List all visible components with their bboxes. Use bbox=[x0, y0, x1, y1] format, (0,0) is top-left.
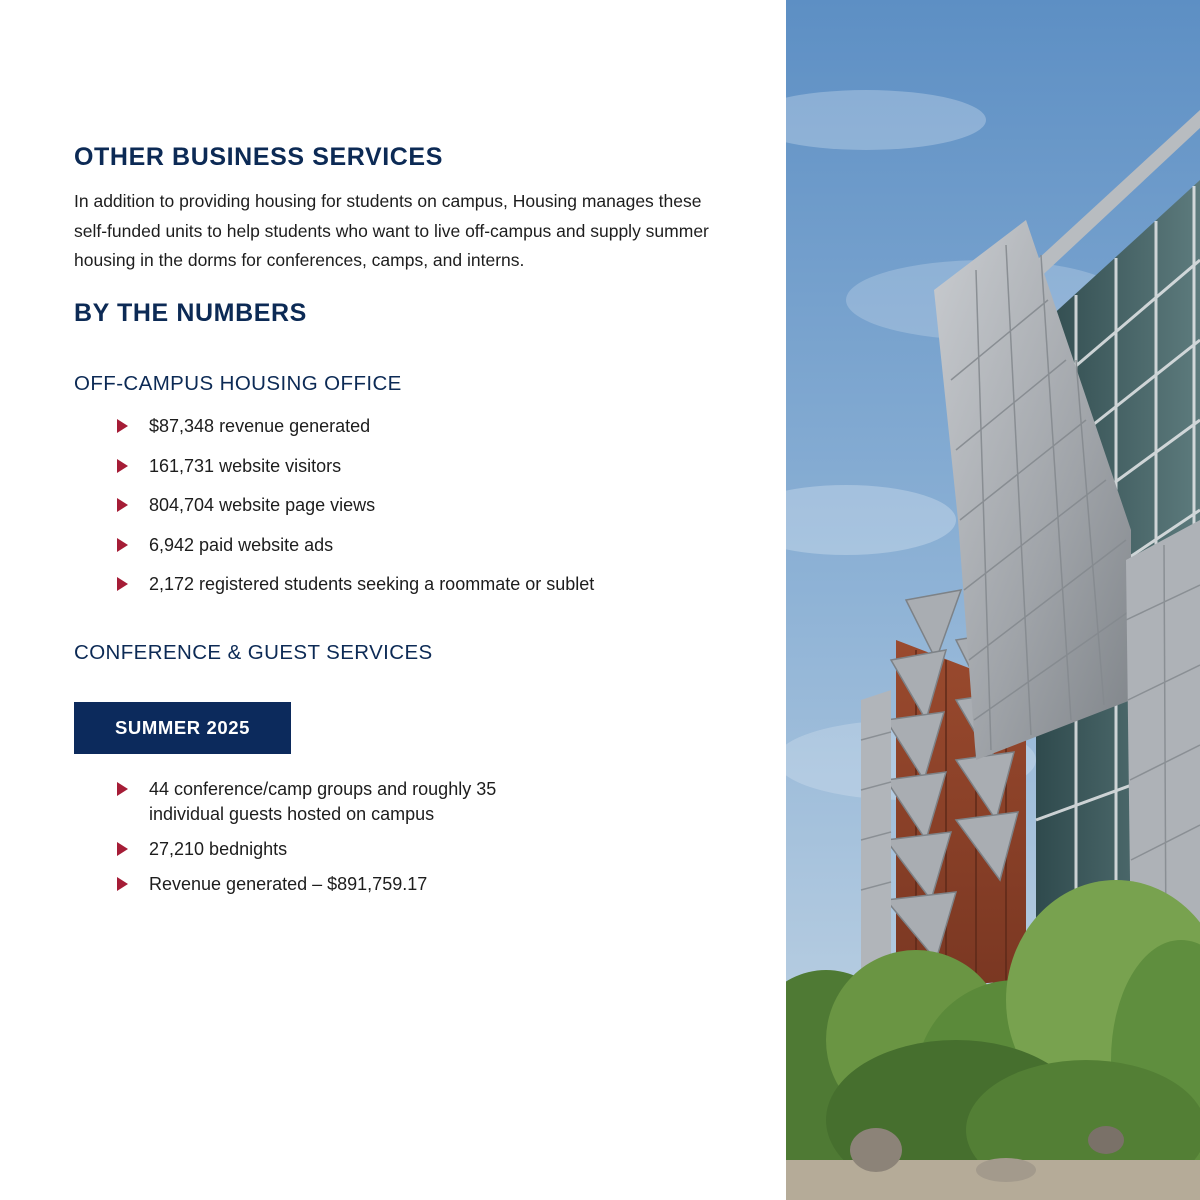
list-item bbox=[117, 414, 594, 454]
list-item bbox=[117, 777, 529, 827]
list-item bbox=[117, 454, 594, 494]
list-item bbox=[117, 837, 529, 862]
list-item-text: 804,704 website page views bbox=[149, 495, 376, 515]
list-item bbox=[117, 572, 594, 612]
bullet-arrow-icon bbox=[117, 782, 128, 796]
numbers-heading: BY THE NUMBERS bbox=[74, 299, 307, 327]
list-item bbox=[117, 533, 594, 573]
list-item-text: 2,172 registered students seeking a roommate or sublet bbox=[149, 574, 595, 594]
bullet-arrow-icon bbox=[117, 419, 128, 433]
bullet-arrow-icon bbox=[117, 459, 128, 473]
building-photo bbox=[786, 0, 1200, 1200]
list-item-text: 6,942 paid website ads bbox=[149, 534, 334, 555]
list-item bbox=[117, 872, 529, 897]
building-photo-icon bbox=[786, 0, 1200, 1200]
bullet-arrow-icon bbox=[117, 538, 128, 552]
conference-list bbox=[117, 777, 529, 907]
off-campus-heading: OFF-CAMPUS HOUSING OFFICE bbox=[74, 372, 402, 395]
list-item-text: 161,731 website visitors bbox=[149, 455, 342, 476]
list-item-text: 44 conference/camp groups and roughly 35 individual guests hosted on campus bbox=[149, 779, 497, 824]
bullet-arrow-icon bbox=[117, 498, 128, 512]
off-campus-list bbox=[117, 414, 594, 612]
summer-badge: SUMMER 2025 bbox=[74, 702, 291, 754]
bullet-arrow-icon bbox=[117, 877, 128, 891]
list-item-text: $87,348 revenue generated bbox=[149, 416, 371, 436]
section-title: OTHER BUSINESS SERVICES bbox=[74, 143, 443, 171]
bullet-arrow-icon bbox=[117, 842, 128, 856]
list-item-text: Revenue generated – $891,759.17 bbox=[149, 874, 428, 894]
list-item-text: 27,210 bednights bbox=[149, 839, 288, 859]
list-item bbox=[117, 493, 594, 533]
intro-paragraph: In addition to providing housing for students on campus, Housing manages these self-funded units to help students who want to live off-campus and supply summer housing in the dorms for conferences, camps, and interns. bbox=[74, 191, 709, 270]
conference-heading: CONFERENCE & GUEST SERVICES bbox=[74, 641, 433, 664]
bullet-arrow-icon bbox=[117, 577, 128, 591]
